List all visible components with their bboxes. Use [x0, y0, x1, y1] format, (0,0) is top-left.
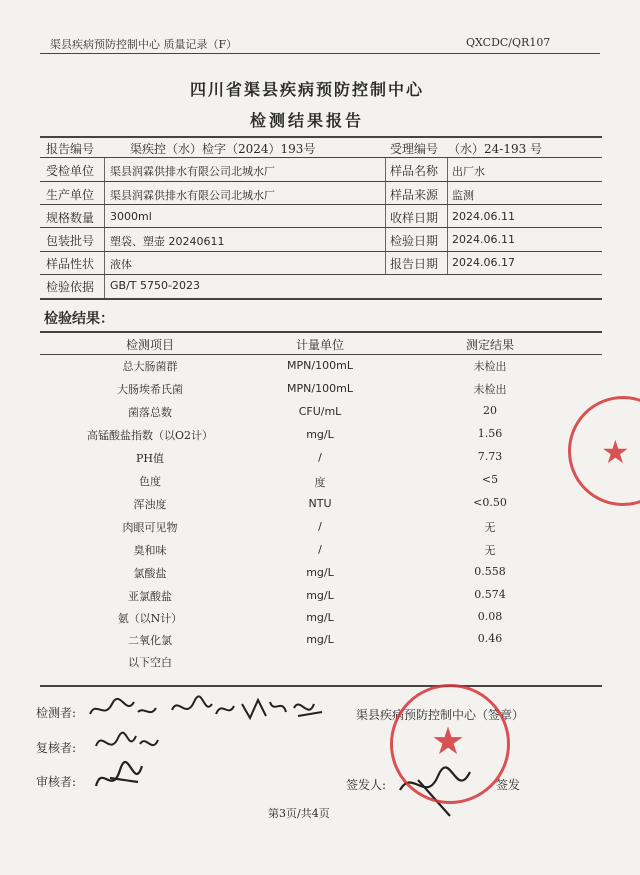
- info-label: 生产单位: [46, 188, 95, 202]
- result-unit: mg/L: [306, 633, 334, 646]
- info-label: 样品名称: [390, 164, 439, 178]
- result-unit: NTU: [308, 497, 332, 510]
- result-value: 0.46: [477, 632, 503, 645]
- result-item: 肉眼可见物: [122, 521, 178, 534]
- result-item: 大肠埃希氏菌: [117, 383, 183, 396]
- auditor-signature: [90, 756, 150, 800]
- info-label: 包装批号: [46, 234, 95, 248]
- info-row-rule: [40, 227, 602, 228]
- accept-no-label: 受理编号: [390, 142, 439, 156]
- info-value: 2024.06.11: [452, 210, 515, 223]
- info-row-rule: [40, 181, 602, 182]
- issuer-label: 签发人:: [346, 778, 387, 792]
- result-item: PH值: [136, 452, 164, 465]
- info-value: 渠县润霖供排水有限公司北城水厂: [110, 165, 275, 178]
- result-value: 无: [484, 521, 496, 534]
- result-value: 未检出: [473, 360, 507, 373]
- auditor-label: 审核者:: [36, 775, 77, 789]
- result-unit: /: [318, 451, 322, 464]
- result-unit: mg/L: [306, 589, 334, 602]
- result-unit: mg/L: [306, 566, 334, 579]
- result-item: 臭和味: [133, 544, 167, 557]
- info-row-rule: [40, 204, 602, 205]
- info-label: 样品来源: [390, 188, 439, 202]
- star-icon: ★: [601, 433, 630, 471]
- info-top-rule: [40, 136, 602, 138]
- issued-suffix: 签发: [496, 778, 521, 792]
- result-unit: mg/L: [306, 428, 334, 441]
- result-value: 1.56: [477, 427, 503, 440]
- reviewer-signature-scribble: [92, 726, 162, 760]
- result-unit: /: [318, 543, 322, 556]
- info-value: GB/T 5750-2023: [110, 279, 200, 292]
- result-item: 以下空白: [128, 656, 172, 669]
- result-value: 0.08: [477, 610, 503, 623]
- info-bottom-rule: [40, 298, 602, 300]
- tester-signatures: [86, 690, 326, 726]
- col-header-result: 测定结果: [465, 338, 514, 352]
- tester-signature-scribbles: [86, 690, 326, 726]
- col-header-item: 检测项目: [125, 338, 174, 352]
- report-no-label: 报告编号: [46, 142, 95, 156]
- result-value: 7.73: [477, 450, 503, 463]
- result-unit: CFU/mL: [298, 405, 342, 418]
- results-top-rule: [40, 331, 602, 333]
- result-item: 总大肠菌群: [122, 360, 178, 373]
- info-label: 检验日期: [390, 234, 439, 248]
- result-item: 二氧化氯: [128, 634, 172, 647]
- main-stamp: [390, 684, 510, 804]
- result-value: 未检出: [473, 383, 507, 396]
- results-header-rule: [40, 354, 602, 355]
- info-label: 检验依据: [46, 280, 95, 294]
- result-value: <0.50: [473, 496, 507, 509]
- results-bottom-rule: [40, 685, 602, 687]
- tester-label: 检测者:: [36, 706, 77, 720]
- info-label: 报告日期: [390, 257, 439, 271]
- report-no-value: 渠疾控（水）检字（2024）193号: [130, 142, 316, 156]
- result-item: 亚氯酸盐: [128, 590, 172, 603]
- result-item: 氨（以N计）: [117, 612, 183, 625]
- header-rule: [40, 53, 600, 54]
- info-value: 液体: [110, 258, 132, 271]
- info-value: 2024.06.11: [452, 233, 515, 246]
- result-unit: mg/L: [306, 611, 334, 624]
- reviewer-label: 复核者:: [36, 741, 77, 755]
- info-value: 3000ml: [110, 210, 152, 223]
- info-value: 监测: [452, 189, 474, 202]
- info-value: 出厂水: [452, 165, 485, 178]
- info-label: 规格数量: [46, 211, 95, 225]
- result-unit: MPN/100mL: [287, 382, 353, 395]
- col-header-unit: 计量单位: [295, 338, 344, 352]
- info-rule-1: [40, 157, 602, 158]
- header-right: QXCDC/QR107: [466, 36, 551, 49]
- result-item: 色度: [139, 475, 161, 488]
- info-label: 收样日期: [390, 211, 439, 225]
- page-number: 第3页/共4页: [268, 807, 330, 820]
- info-divider-left: [104, 158, 105, 298]
- result-value: 无: [484, 544, 496, 557]
- result-unit: /: [318, 520, 322, 533]
- header-left: 渠县疾病预防控制中心 质量记录（F）: [50, 38, 238, 51]
- info-row-rule: [40, 274, 602, 275]
- report-title: 检测结果报告: [250, 111, 365, 130]
- result-item: 高锰酸盐指数（以O2计）: [86, 429, 214, 442]
- info-label: 样品性状: [46, 257, 95, 271]
- star-icon: ★: [431, 719, 466, 763]
- result-item: 氯酸盐: [133, 567, 167, 580]
- auditor-signature-scribble: [90, 756, 150, 800]
- info-row-rule: [40, 251, 602, 252]
- result-value: 0.574: [474, 588, 506, 601]
- result-item: 菌落总数: [128, 406, 172, 419]
- result-unit: MPN/100mL: [287, 359, 353, 372]
- info-value: 渠县润霖供排水有限公司北城水厂: [110, 189, 275, 202]
- info-divider-right: [447, 158, 448, 274]
- reviewer-signature: [92, 726, 162, 760]
- result-value: 20: [483, 404, 497, 417]
- result-value: 0.558: [474, 565, 506, 578]
- results-heading: 检验结果：: [44, 311, 114, 327]
- info-value: 2024.06.17: [452, 256, 515, 269]
- info-value: 塑袋、塑壶 20240611: [110, 235, 225, 248]
- result-value: <5: [481, 473, 499, 486]
- org-seal-text: 渠县疾病预防控制中心（签章）: [356, 708, 525, 722]
- result-item: 浑浊度: [133, 498, 167, 511]
- accept-no-value: （水）24-193 号: [448, 142, 543, 156]
- info-label: 受检单位: [46, 164, 95, 178]
- result-unit: 度: [314, 476, 326, 489]
- org-name: 四川省渠县疾病预防控制中心: [190, 80, 425, 99]
- info-divider-mid: [385, 158, 386, 274]
